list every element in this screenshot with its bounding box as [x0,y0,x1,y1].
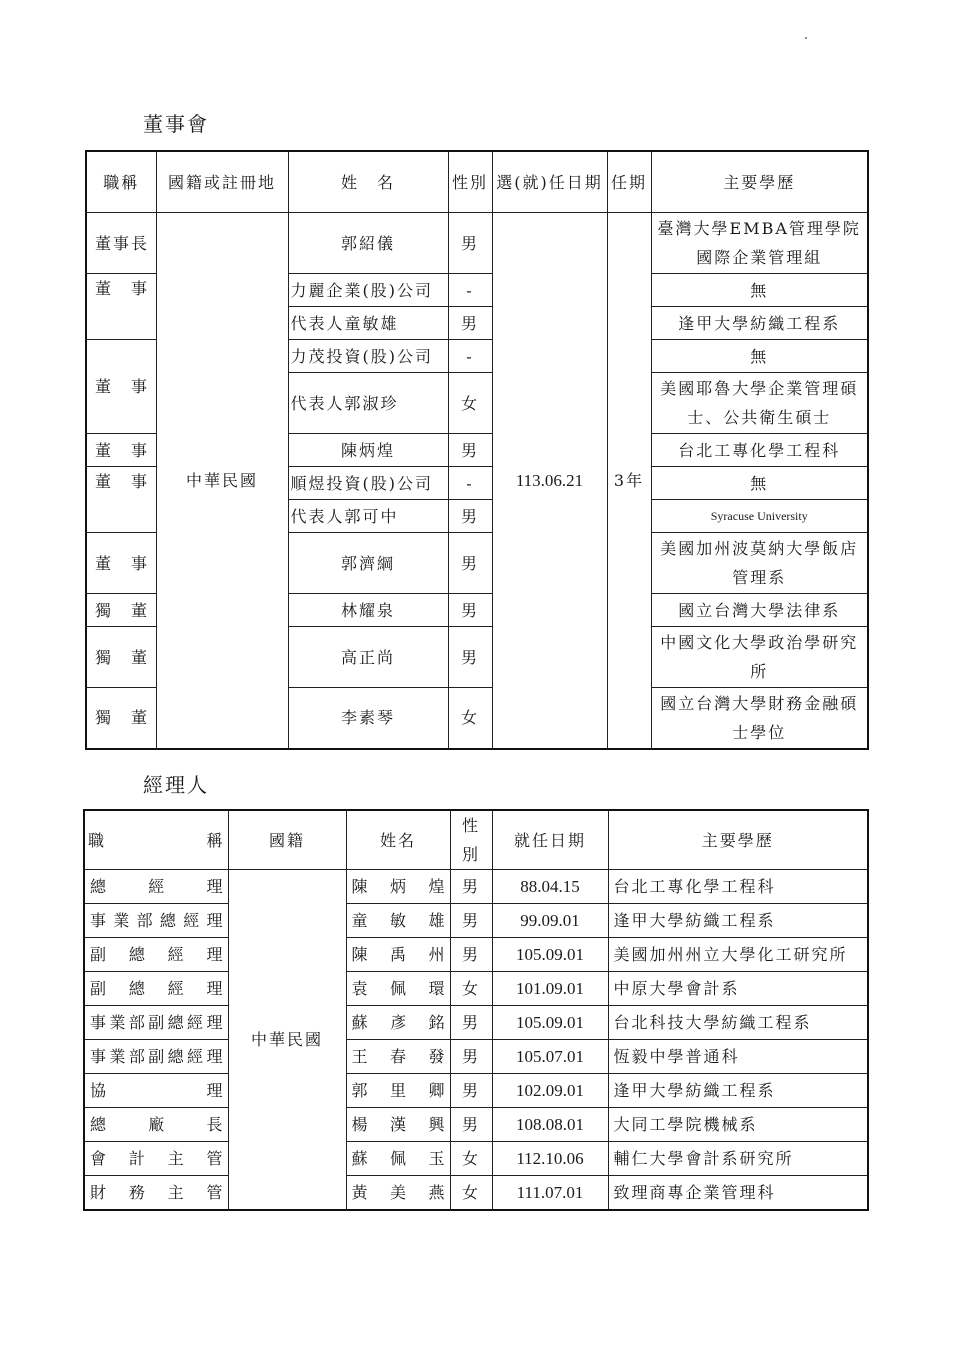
gender-cell: 男 [448,594,492,627]
appointed-date-cell: 105.09.01 [492,1006,608,1040]
appointed-date-cell: 88.04.15 [492,870,608,904]
title-cell [84,1074,228,1108]
name-cell-text: 黃 美 燕 [351,1183,447,1202]
name-cell: 力茂投資(股)公司 [288,340,448,373]
education-cell: 逢甲大學紡織工程系 [608,1074,868,1108]
gender-cell: 女 [448,688,492,749]
title-cell-text: 事 業 部 總 經 理 [90,911,225,930]
gender-cell: 女 [450,1142,492,1176]
table-row [84,972,868,1006]
gender-cell: 男 [448,307,492,340]
managers-table [83,809,869,1211]
title-cell [84,938,228,972]
title-cell [84,1006,228,1040]
education-cell: 台北工專化學工程科 [651,434,868,467]
education-cell: 無 [651,340,868,373]
education-cell: 恆毅中學普通科 [608,1040,868,1074]
title-cell: 董 事 [86,274,156,340]
title-cell [84,972,228,1006]
name-cell [346,1006,450,1040]
education-cell: 美國加州州立大學化工研究所 [608,938,868,972]
gender-cell: 男 [448,627,492,688]
gender-cell: - [448,340,492,373]
table-row [84,1142,868,1176]
title-cell [84,1108,228,1142]
appointed-date-cell: 112.10.06 [492,1142,608,1176]
table-row [84,904,868,938]
title-cell-text: 總 經 理 [90,877,225,896]
title-cell: 獨 董 [86,627,156,688]
title-cell-text: 事 業 部 副 總 經 理 [90,1047,225,1066]
name-cell [346,1108,450,1142]
education-cell: 台北工專化學工程科 [608,870,868,904]
title-cell-text: 副 總 經 理 [90,945,225,964]
education-cell: 逢甲大學紡織工程系 [608,904,868,938]
term-cell: 3年 [607,213,651,749]
appointed-date-cell: 105.07.01 [492,1040,608,1074]
title-cell [84,1142,228,1176]
gender-cell: 女 [450,1176,492,1211]
table-row [84,938,868,972]
gender-cell: 男 [450,904,492,938]
name-cell: 代表人郭可中 [288,500,448,533]
name-cell-text: 王 春 發 [351,1047,447,1066]
header-nationality: 國籍或註冊地 [156,151,288,213]
gender-cell: 男 [448,434,492,467]
title-cell: 獨 董 [86,594,156,627]
header-title [84,810,228,870]
managers-section-title: 經理人 [143,773,209,797]
table-row [84,870,868,904]
elected-date-cell: 113.06.21 [492,213,607,749]
title-cell-text: 副 總 經 理 [90,979,225,998]
managers-table-body [84,870,868,1211]
education-cell: 台北科技大學紡織工程系 [608,1006,868,1040]
name-cell [346,1142,450,1176]
gender-cell: 男 [450,1074,492,1108]
title-cell: 董事長 [86,213,156,274]
name-cell: 高正尚 [288,627,448,688]
table-row [84,1108,868,1142]
appointed-date-cell: 99.09.01 [492,904,608,938]
gender-cell: 男 [450,938,492,972]
education-cell: 中原大學會計系 [608,972,868,1006]
name-cell: 陳炳煌 [288,434,448,467]
education-cell: 大同工學院機械系 [608,1108,868,1142]
education-cell: 致理商專企業管理科 [608,1176,868,1211]
education-cell: 美國加州波莫納大學飯店管理系 [651,533,868,594]
name-cell: 郭紹儀 [288,213,448,274]
header-nationality: 國籍 [228,810,346,870]
name-cell [346,1040,450,1074]
table-row [86,213,868,274]
name-cell: 郭濟綱 [288,533,448,594]
name-cell: 代表人郭淑珍 [288,373,448,434]
name-cell-text: 楊 漢 興 [351,1115,447,1134]
name-cell-text: 童 敏 雄 [351,911,447,930]
header-appointed-date: 就任日期 [492,810,608,870]
education-cell: 國立台灣大學財務金融碩士學位 [651,688,868,749]
education-cell: 國立台灣大學法律系 [651,594,868,627]
name-cell [346,1074,450,1108]
gender-cell: 男 [450,1040,492,1074]
title-cell: 獨 董 [86,688,156,749]
board-table [85,150,869,750]
nationality-cell: 中華民國 [156,213,288,749]
title-cell [84,870,228,904]
name-cell: 順煜投資(股)公司 [288,467,448,500]
board-section-title: 董事會 [143,112,209,136]
scan-speck [805,37,807,39]
name-cell [346,1176,450,1211]
header-gender: 性別 [448,151,492,213]
appointed-date-cell: 111.07.01 [492,1176,608,1211]
education-cell: 無 [651,467,868,500]
header-title-text: 職 稱 [88,830,225,850]
title-cell-text: 事 業 部 副 總 經 理 [90,1013,225,1032]
name-cell: 李素琴 [288,688,448,749]
managers-header-row [84,810,868,870]
title-cell: 董 事 [86,340,156,434]
header-name: 姓 名 [288,151,448,213]
header-education: 主要學歷 [608,810,868,870]
appointed-date-cell: 105.09.01 [492,938,608,972]
header-title: 職稱 [86,151,156,213]
title-cell [84,1040,228,1074]
education-cell: 臺灣大學EMBA管理學院國際企業管理組 [651,213,868,274]
table-row [84,1006,868,1040]
name-cell-text: 郭 里 卿 [351,1081,447,1100]
education-cell: Syracuse University [651,500,868,533]
name-cell: 代表人童敏雄 [288,307,448,340]
name-cell [346,904,450,938]
education-cell: 美國耶魯大學企業管理碩士、公共衛生碩士 [651,373,868,434]
name-cell-text: 蘇 佩 玉 [351,1149,447,1168]
gender-cell: - [448,274,492,307]
header-education: 主要學歷 [651,151,868,213]
name-cell: 林耀泉 [288,594,448,627]
header-term: 任期 [607,151,651,213]
appointed-date-cell: 101.09.01 [492,972,608,1006]
table-row [84,1074,868,1108]
title-cell-text: 會 計 主 管 [90,1149,225,1168]
nationality-cell: 中華民國 [228,870,346,1211]
gender-cell: 男 [448,213,492,274]
name-cell-text: 陳 炳 煌 [351,877,447,896]
name-cell-text: 袁 佩 環 [351,979,447,998]
gender-cell: 男 [448,533,492,594]
name-cell [346,938,450,972]
gender-cell: 男 [450,1108,492,1142]
gender-cell: 男 [450,870,492,904]
header-name: 姓名 [346,810,450,870]
gender-cell: 男 [448,500,492,533]
title-cell: 董 事 [86,434,156,467]
title-cell-text: 財 務 主 管 [90,1183,225,1202]
education-cell: 逢甲大學紡織工程系 [651,307,868,340]
education-cell: 中國文化大學政治學研究所 [651,627,868,688]
gender-cell: 女 [448,373,492,434]
name-cell-text: 蘇 彥 銘 [351,1013,447,1032]
appointed-date-cell: 102.09.01 [492,1074,608,1108]
title-cell [84,1176,228,1211]
table-row [84,1176,868,1211]
name-cell [346,870,450,904]
title-cell: 董 事 [86,467,156,533]
name-cell: 力麗企業(股)公司 [288,274,448,307]
header-gender: 性別 [450,810,492,870]
education-cell: 無 [651,274,868,307]
title-cell-text: 總 廠 長 [90,1115,225,1134]
name-cell [346,972,450,1006]
title-cell [84,904,228,938]
table-row [84,1040,868,1074]
board-header-row [86,151,868,213]
header-elected-date: 選(就)任日期 [492,151,607,213]
gender-cell: - [448,467,492,500]
name-cell-text: 陳 禹 州 [351,945,447,964]
title-cell-text: 協 理 [90,1081,225,1100]
education-cell: 輔仁大學會計系研究所 [608,1142,868,1176]
gender-cell: 男 [450,1006,492,1040]
gender-cell: 女 [450,972,492,1006]
title-cell: 董 事 [86,533,156,594]
appointed-date-cell: 108.08.01 [492,1108,608,1142]
